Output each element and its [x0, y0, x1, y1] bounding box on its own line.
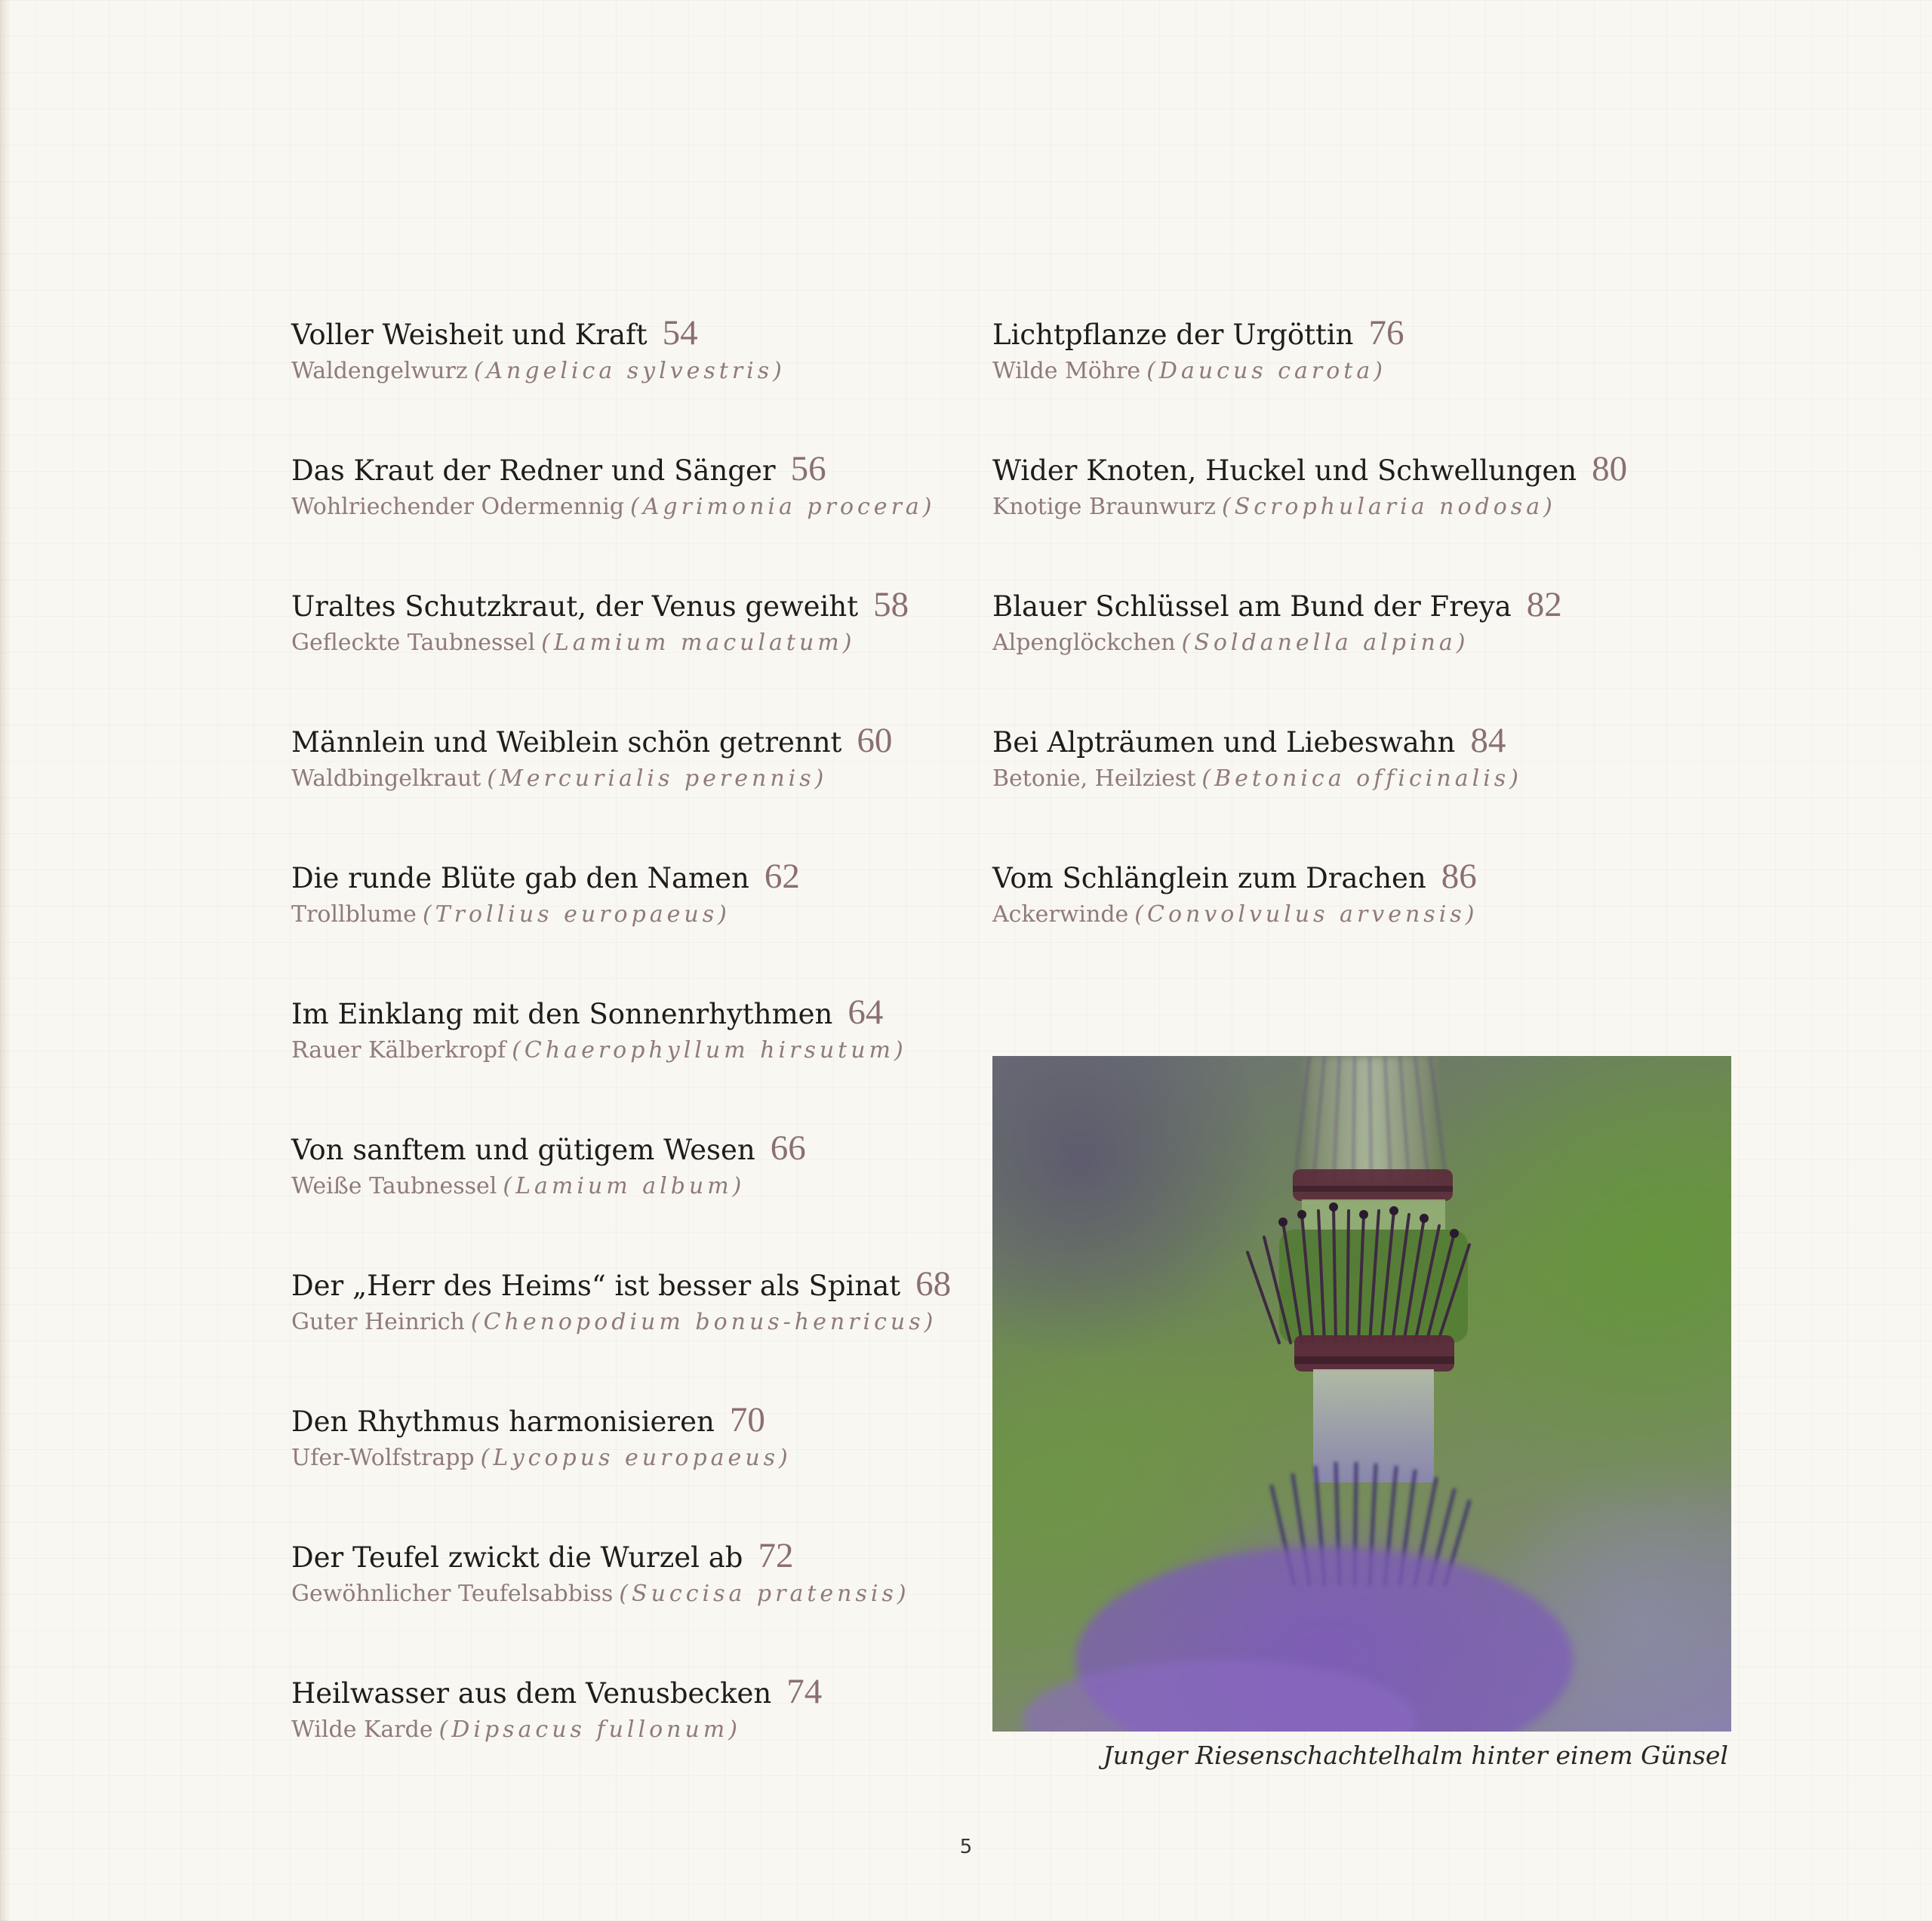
entry-page-number: 70	[729, 1400, 765, 1439]
entry-latin-name: (Scrophularia nodosa)	[1222, 494, 1556, 520]
toc-entry[interactable]	[992, 853, 1478, 931]
entry-common-name: Waldengelwurz	[291, 358, 468, 384]
entry-title: Der „Herr des Heims“ ist besser als Spinat	[291, 1270, 901, 1302]
entry-page-number: 60	[857, 721, 893, 760]
toc-entry[interactable]	[291, 1532, 910, 1611]
entry-title: Wider Knoten, Huckel und Schwellungen	[992, 454, 1577, 487]
horsetail-photo	[992, 1056, 1731, 1732]
entry-page-number: 84	[1470, 721, 1506, 760]
entry-latin-name: (Trollius europaeus)	[422, 901, 731, 928]
entry-title: Der Teufel zwickt die Wurzel ab	[291, 1541, 743, 1574]
entry-page-number: 76	[1368, 313, 1404, 352]
entry-common-name: Wilde Möhre	[992, 358, 1141, 384]
photo-caption: Junger Riesenschachtelhalm hinter einem Günsel	[1103, 1741, 1728, 1770]
toc-entry[interactable]	[291, 1125, 806, 1203]
entry-latin-name: (Mercurialis perennis)	[487, 765, 828, 792]
entry-page-number: 66	[770, 1128, 806, 1168]
entry-page-number: 74	[786, 1672, 823, 1711]
toc-entry[interactable]	[291, 717, 892, 796]
entry-title: Männlein und Weiblein schön getrennt	[291, 726, 842, 759]
entry-common-name: Gefleckte Taubnessel	[291, 630, 536, 656]
entry-title: Lichtpflanze der Urgöttin	[992, 319, 1354, 351]
entry-common-name: Weiße Taubnessel	[291, 1173, 497, 1199]
entry-title: Heilwasser aus dem Venusbecken	[291, 1677, 772, 1710]
entry-title: Die runde Blüte gab den Namen	[291, 862, 749, 894]
entry-page-number: 56	[790, 449, 826, 488]
entry-latin-name: (Succisa pratensis)	[619, 1581, 910, 1607]
entry-title: Vom Schlänglein zum Drachen	[992, 862, 1426, 894]
toc-entry[interactable]	[992, 445, 1627, 524]
entry-title: Blauer Schlüssel am Bund der Freya	[992, 590, 1512, 623]
entry-page-number: 62	[764, 857, 800, 896]
entry-title: Den Rhythmus harmonisieren	[291, 1405, 715, 1438]
entry-latin-name: (Dipsacus fullonum)	[438, 1716, 741, 1743]
toc-entry[interactable]	[291, 309, 786, 388]
page-number: 5	[959, 1836, 973, 1858]
entry-latin-name: (Lycopus europaeus)	[480, 1445, 792, 1471]
entry-latin-name: (Lamium album)	[503, 1173, 746, 1199]
entry-common-name: Waldbingelkraut	[291, 765, 481, 792]
entry-common-name: Knotige Braunwurz	[992, 494, 1217, 520]
toc-entry[interactable]	[291, 1261, 951, 1339]
entry-common-name: Alpenglöckchen	[992, 630, 1176, 656]
toc-entry[interactable]	[992, 309, 1404, 388]
toc-entry[interactable]	[992, 581, 1562, 660]
entry-latin-name: (Soldanella alpina)	[1181, 630, 1469, 656]
entry-latin-name: (Chenopodium bonus-henricus)	[470, 1309, 937, 1335]
horsetail-illustration	[992, 1056, 1731, 1732]
entry-common-name: Wilde Karde	[291, 1716, 433, 1743]
entry-common-name: Wohlriechender Odermennig	[291, 494, 625, 520]
toc-entry[interactable]	[992, 717, 1522, 796]
entry-title: Uraltes Schutzkraut, der Venus geweiht	[291, 590, 859, 623]
entry-common-name: Betonie, Heilziest	[992, 765, 1196, 792]
entry-common-name: Rauer Kälberkropf	[291, 1037, 506, 1064]
entry-title: Das Kraut der Redner und Sänger	[291, 454, 776, 487]
entry-page-number: 82	[1526, 585, 1562, 624]
entry-title: Voller Weisheit und Kraft	[291, 319, 648, 351]
entry-page-number: 72	[758, 1536, 794, 1575]
entry-latin-name: (Convolvulus arvensis)	[1134, 901, 1478, 928]
toc-entry[interactable]	[291, 989, 907, 1067]
entry-latin-name: (Betonica officinalis)	[1201, 765, 1522, 792]
toc-entry[interactable]	[291, 581, 909, 660]
entry-latin-name: (Angelica sylvestris)	[473, 358, 786, 384]
entry-page-number: 68	[915, 1264, 952, 1304]
entry-page-number: 86	[1441, 857, 1477, 896]
entry-latin-name: (Daucus carota)	[1146, 358, 1386, 384]
toc-entry[interactable]	[291, 853, 800, 931]
entry-common-name: Trollblume	[291, 901, 417, 928]
entry-common-name: Ackerwinde	[992, 901, 1129, 928]
entry-common-name: Gewöhnlicher Teufelsabbiss	[291, 1581, 614, 1607]
entry-title: Von sanftem und gütigem Wesen	[291, 1134, 755, 1166]
entry-latin-name: (Lamium maculatum)	[541, 630, 856, 656]
entry-page-number: 80	[1592, 449, 1628, 488]
entry-page-number: 64	[848, 993, 884, 1032]
toc-entry[interactable]	[291, 445, 936, 524]
page-edge	[0, 0, 11, 1921]
toc-entry[interactable]	[291, 1396, 792, 1475]
entry-latin-name: (Chaerophyllum hirsutum)	[512, 1037, 907, 1064]
toc-entry[interactable]	[291, 1668, 822, 1747]
entry-common-name: Ufer-Wolfstrapp	[291, 1445, 475, 1471]
entry-title: Bei Alpträumen und Liebeswahn	[992, 726, 1456, 759]
entry-page-number: 58	[873, 585, 909, 624]
entry-latin-name: (Agrimonia procera)	[630, 494, 936, 520]
entry-title: Im Einklang mit den Sonnenrhythmen	[291, 998, 833, 1030]
entry-page-number: 54	[662, 313, 698, 352]
entry-common-name: Guter Heinrich	[291, 1309, 465, 1335]
